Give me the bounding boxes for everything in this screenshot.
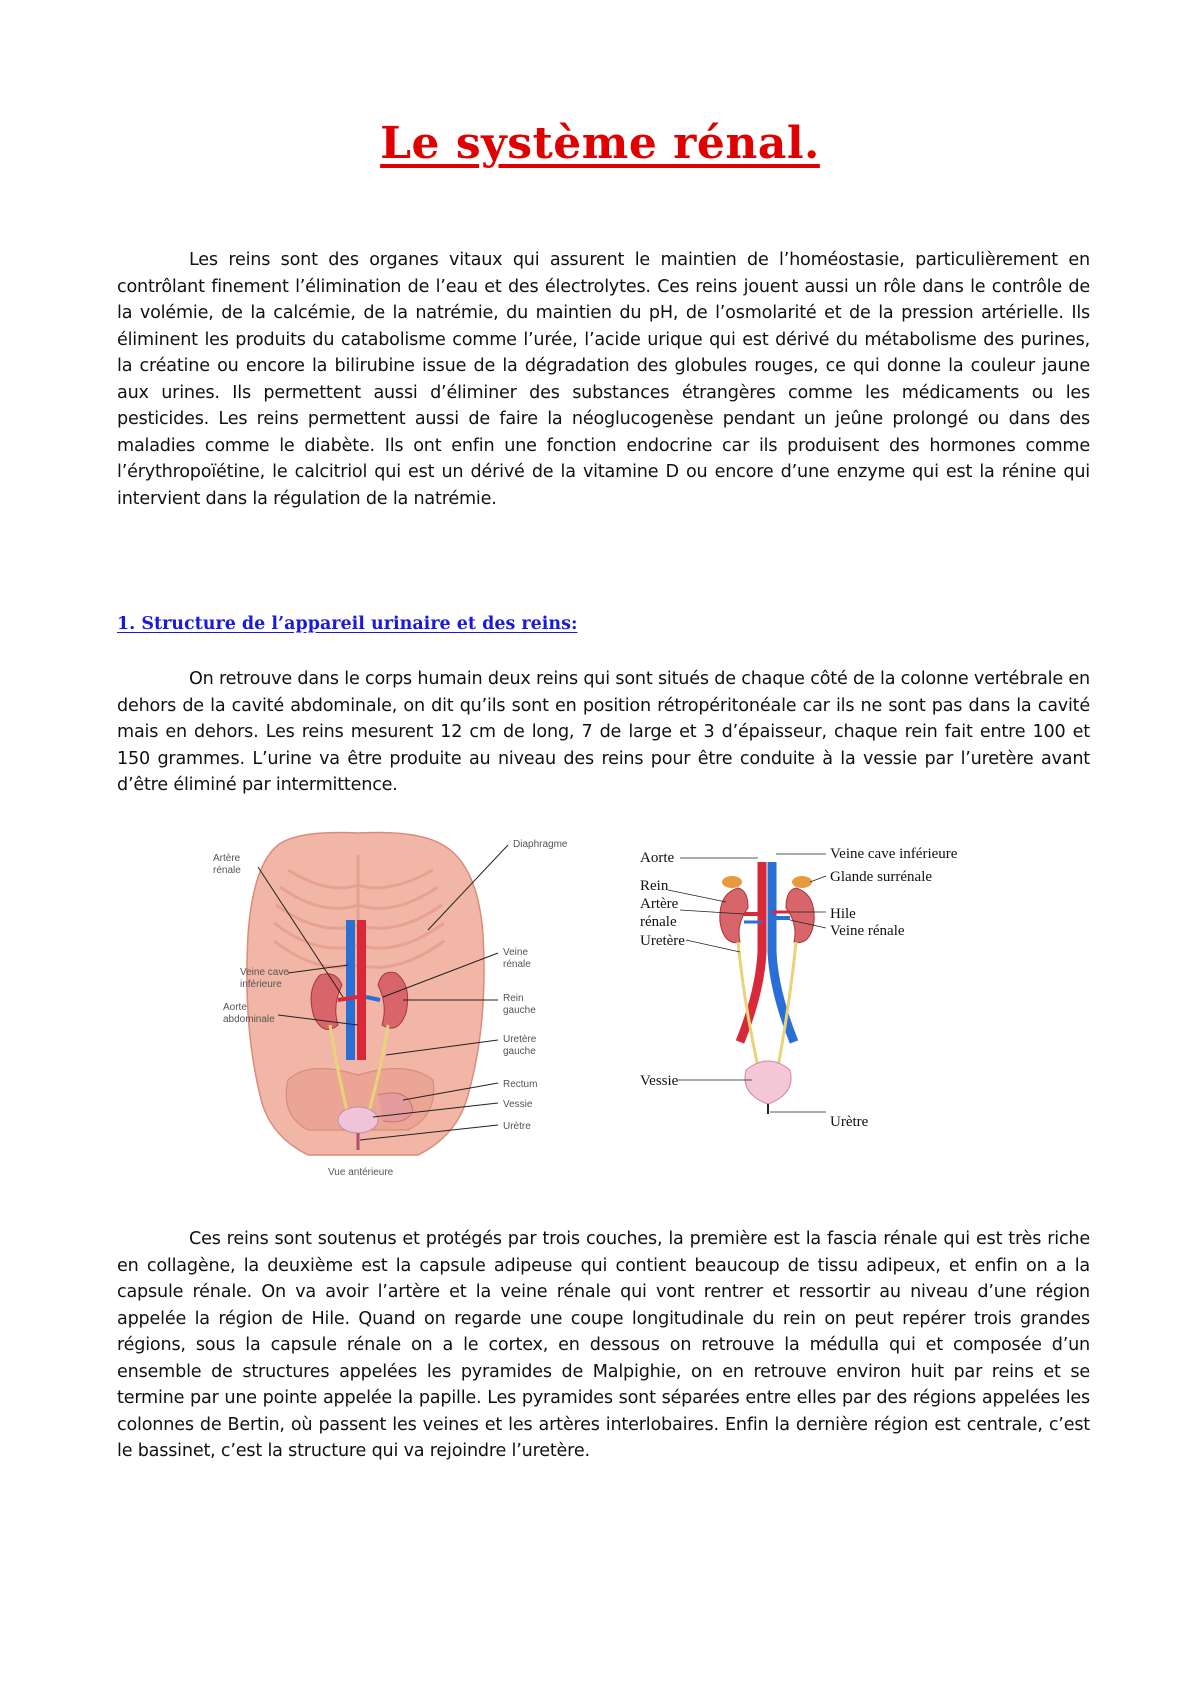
section-paragraph-kidney-layers: Ces reins sont soutenus et protégés par trois couches, la première est la fascia rénale qui est très riche en collagène, la deuxième est la capsule adipeuse qui contient beaucoup de tissu adipeux, et enfin on a la capsule rénale. On va avoir l’artère et la veine rénale qui vont rentrer et ressortir au niveau d’une région appelée la région de Hile. Quand on regarde une coupe longitudinale du rein on peut repérer trois grandes régions, sous la capsule rénale on a le cortex, en dessous on retrouve la médulla qui et composée d’un ensemble de structures appelées les pyramides de Malpighie, on en retrouve environ huit par reins et se termine par une pointe appelée la papille. Les pyramides sont séparées entre elles par des régions appelées les colonnes de Bertin, où passent les veines et les artères interlobaires. Enfin la dernière région est centrale, c’est le bassinet, c’est la structure qui va rejoindre l’uretère.	[117, 1229, 1090, 1461]
bladder-shape-schematic	[745, 1061, 791, 1104]
label-rein: Rein	[640, 878, 669, 894]
left-adrenal-shape	[792, 876, 812, 888]
label-uretere-gauche-2: gauche	[503, 1046, 536, 1057]
label-veine-cave-1: Veine cave	[240, 967, 289, 978]
label-artere-renale-1: Artère	[213, 853, 241, 864]
label-rein-gauche-2: gauche	[503, 1005, 536, 1016]
section-paragraph-kidneys-location: On retrouve dans le corps humain deux reins qui sont situés de chaque côté de la colonne vertébrale en dehors de la cavité abdominale, on dit qu’ils sont en position rétropéritonéale car ils ne sont pas dans la cavité mais en dehors. Les reins mesurent 12 cm de long, 7 de large et 3 d’épaisseur, chaque rein fait entre 100 et 150 grammes. L’urine va être produite au niveau des reins pour être conduite à la vessie par l’uretère avant d’être éliminé par intermittence.	[117, 669, 1090, 795]
label-aorte-1: Aorte	[223, 1002, 247, 1013]
label-uretere: Uretère	[640, 933, 685, 949]
label-vessie: Vessie	[640, 1073, 679, 1089]
right-adrenal-shape	[722, 876, 742, 888]
section-heading-structure[interactable]: 1. Structure de l’appareil urinaire et des reins:	[117, 614, 578, 634]
label-uretre: Urètre	[830, 1114, 869, 1130]
aorta-shape-schematic	[740, 862, 762, 1042]
label-aorte-2: abdominale	[223, 1014, 275, 1025]
page-title: Le système rénal.	[380, 118, 820, 169]
right-kidney-shape-schematic	[720, 888, 748, 943]
urinary-system-schematic-figure	[640, 842, 1030, 1144]
label-diaphragme: Diaphragme	[513, 839, 568, 850]
label-veine-cave: Veine cave inférieure	[830, 846, 958, 862]
label-uretere-gauche-1: Uretère	[503, 1034, 537, 1045]
vena-cava-shape	[346, 920, 355, 1060]
label-veine-renale-1: Veine	[503, 947, 529, 958]
label-rein-gauche-1: Rein	[503, 993, 524, 1004]
label-veine-renale: Veine rénale	[830, 923, 905, 939]
label-artere-renale-2: rénale	[640, 914, 677, 930]
label-hile: Hile	[830, 906, 856, 922]
label-artere-renale-2: rénale	[213, 865, 241, 876]
urinary-system-anterior-figure	[208, 825, 608, 1185]
label-aorte: Aorte	[640, 850, 675, 866]
label-veine-cave-2: inférieure	[240, 979, 282, 990]
bladder-shape	[338, 1107, 378, 1133]
label-vessie: Vessie	[503, 1099, 533, 1110]
figure-caption: Vue antérieure	[328, 1167, 394, 1178]
intro-paragraph: Les reins sont des organes vitaux qui assurent le maintien de l’homéostasie, particulièrement en contrôlant finement l’élimination de l’eau et des électrolytes. Ces reins jouent aussi un rôle dans le contrôle de la volémie, de la calcémie, de la natrémie, du maintien du pH, de l’osmolarité et de la pression artérielle. Ils éliminent les produits du catabolisme comme l’urée, l’acide urique qui est dérivé du métabolisme des purines, la créatine ou encore la bilirubine issue de la dégradation des globules rouges, ce qui donne la couleur jaune aux urines. Ils permettent aussi d’éliminer des substances étrangères comme les médicaments ou les pesticides. Les reins permettent aussi de faire la néoglucogenèse pendant un jeûne prolongé ou dans des maladies comme le diabète. Ils ont enfin une fonction endocrine car ils produisent des hormones comme l’érythropoïétine, le calcitriol qui est un dérivé de la vitamine D ou encore d’une enzyme qui est la rénine qui intervient dans la régulation de la natrémie.	[117, 250, 1090, 509]
left-kidney-shape-schematic	[786, 888, 814, 943]
label-glande-surrenale: Glande surrénale	[830, 869, 933, 885]
label-veine-renale-2: rénale	[503, 959, 531, 970]
label-rectum: Rectum	[503, 1079, 538, 1090]
label-artere-renale-1: Artère	[640, 896, 679, 912]
vena-cava-shape-schematic	[772, 862, 794, 1042]
aorta-shape	[357, 920, 366, 1060]
label-uretre: Urètre	[503, 1121, 531, 1132]
